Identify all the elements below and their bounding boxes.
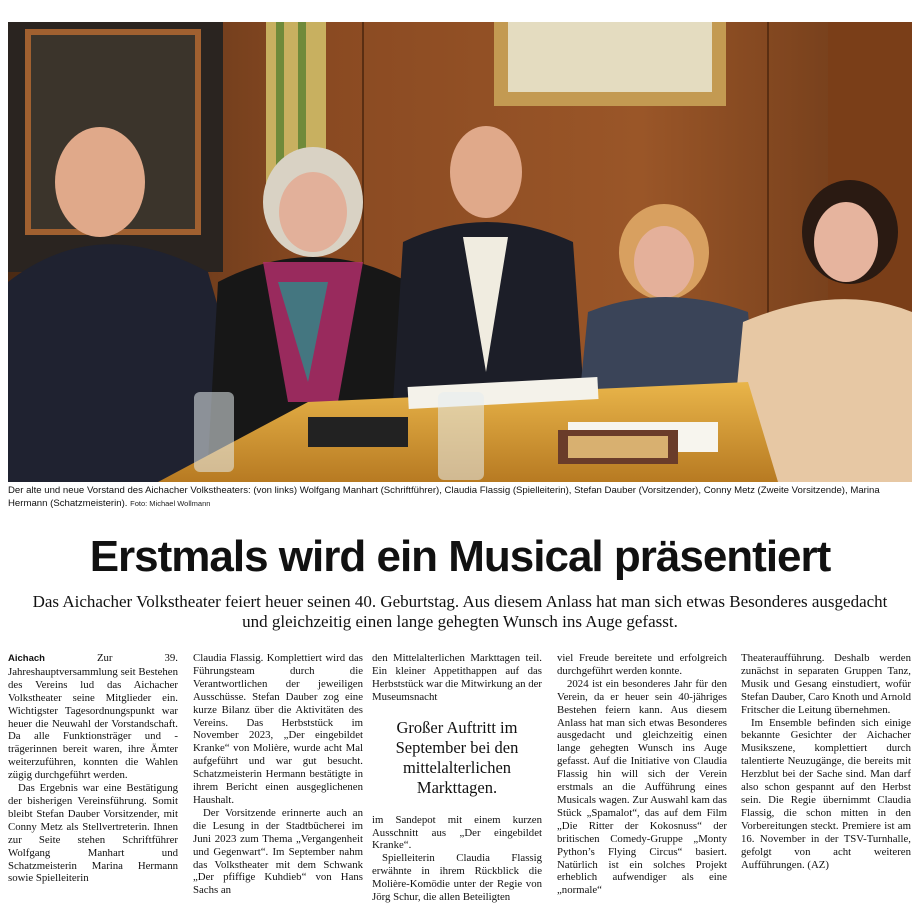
- article-subhead: Das Aichacher Volkstheater feiert heuer seinen 40. Geburtstag. Aus diesem Anlass hat man sich etwas Besonderes ausgedacht und gleichzeitig einen lange gehegten Wunsch ins Auge gefasst.: [32, 592, 888, 631]
- paragraph: viel Freude bereitete und erfolgreich durchgeführt werden konnte.: [557, 652, 727, 677]
- paragraph: Das Ergebnis war eine Bestätigung der bisherigen Vereinsführung. Somit bleibt Stefan Dauber Vorsitzender, mit Conny Metz als Stellvertreterin. Ihnen zur Seite stehen Schriftführer Wolfgang Manhart und Schatzmeisterin Marina Hermann sowie Spielleiterin: [8, 782, 178, 885]
- photo-caption: [8, 484, 912, 510]
- article-column-4: [557, 652, 727, 897]
- group-photo-icon: [8, 22, 912, 482]
- paragraph: Claudia Flassig. Komplettiert wird das Führungsteam durch die Verantwortlichen der jeweiligen Ausschüsse. Stefan Dauber zog eine kurze Bilanz über die Aktivitäten des Vereins. Das Herbststück im November 2023, „Der eingebildet Kranke“ von Molière, wurde acht Mal aufgeführt und war gut besucht. Schatzmeisterin Hermann bestätigte in ihrem Bericht einen ausgeglichenen Haushalt.: [193, 652, 363, 806]
- paragraph: Der Vorsitzende erinnerte auch an die Lesung in der Stadtbücherei im Juni 2023 zum Thema „Vergangenheit und Gegenwart“. Im September nahm das Volkstheater mit dem Schwank „Der pfiffige Kuhdieb“ von Hans Sachs an: [193, 806, 363, 897]
- dateline: Aichach: [8, 653, 45, 664]
- paragraph: Im Ensemble befinden sich einige bekannte Gesichter der Aichacher Musikszene, komplettiert durch talentierte Neuzugänge, die bereits mit Herzblut bei der Sache sind. Man darf also schon gespannt auf den Herbst sein. Die Regie übernimmt Claudia Flassig, die schon mitten in den Vorbereitungen steckt. Premiere ist am 16. November in der TSV-Turnhalle, gefolgt von acht weiteren Aufführungen. (AZ): [741, 716, 911, 871]
- paragraph: Theateraufführung. Deshalb werden zunächst in separaten Gruppen Tanz, Musik und Gesang einstudiert, wofür Stefan Dauber, Caro Knoth und Arnold Fritscher die Leitung übernehmen.: [741, 652, 911, 716]
- paragraph: den Mittelalterlichen Markttagen teil. Ein kleiner Appetithappen auf das Herbststück war die Mitwirkung an der Museumsnacht: [372, 652, 543, 703]
- paragraph: im Sandepot mit einem kurzen Ausschnitt aus „Der eingebildet Kranke“.: [372, 813, 542, 852]
- pull-quote: Großer Auftritt im September bei den mittelalterlichen Markttagen.: [395, 717, 519, 797]
- paragraph: Spielleiterin Claudia Flassig erwähnte in ihrem Rückblick die Molière-Komödie unter der Regie von Jörg Schur, die allen Beteiligten: [372, 852, 542, 904]
- group-photo: [8, 22, 912, 482]
- photo-credit: Foto: Michael Wollmann: [130, 499, 211, 508]
- article-column-5: [741, 652, 911, 871]
- article-headline: Erstmals wird ein Musical präsentiert: [89, 532, 831, 581]
- paragraph: [8, 652, 178, 782]
- article-column-1: [8, 652, 178, 885]
- article-column-2: [193, 652, 363, 897]
- caption-text: Der alte und neue Vorstand des Aichacher Volkstheaters: (von links) Wolfgang Manhart (Schriftführer), Claudia Flassig (Spielleiterin), Stefan Dauber (Vorsitzender), Conny Metz (Zweite Vorsitzende), Marina Hermann (Schatzmeisterin).: [8, 485, 880, 509]
- paragraph-text: Zur 39. Jahreshauptversammlung seit Bestehen des Vereins lud das Aichacher Volkstheater seine Mitglieder ein. Wichtigster Tagesordnungspunkt war heuer die Neuwahl der Vorstandschaft. Da alle Funktionsträger und -trägerinnen bereit waren, ihre Ämter weiterzuführen, konnten die Wahlen zügig durchgeführt werden.: [8, 652, 178, 782]
- article-column-3: [372, 652, 542, 904]
- paragraph: 2024 ist ein besonderes Jahr für den Verein, da er heuer sein 40-jähriges Bestehen feiern kann. Aus diesem Anlass hat man sich etwas Besonderes ausgedacht und gleichzeitig einen lange gehegten Wunsch ins Auge gefasst. Auf die Initiative von Claudia Flassig hin will sich der Verein erstmals an die Aufführung eines Musicals wagen. Zur Auswahl kam das Stück „Spamalot“, das auf dem Film „Die Ritter der Kokosnuss“ der britischen Comedy-Gruppe „Monty Python’s Flying Circus“ basiert. Natürlich ist ein solches Projekt erheblich aufwendiger als eine „normale“: [557, 677, 727, 897]
